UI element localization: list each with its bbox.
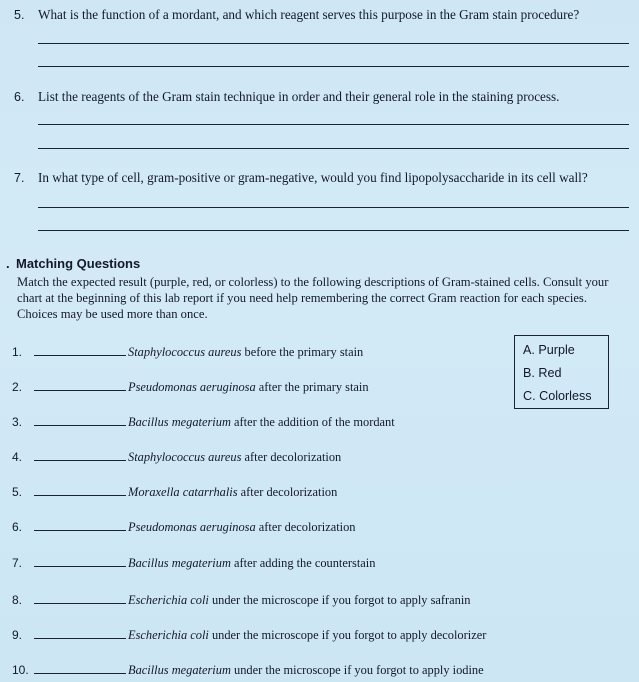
answer-line-5b[interactable] [38,66,629,67]
item-text: after the primary stain [255,380,369,394]
choice-c: C. Colorless [523,389,592,403]
section-title-text: Matching Questions [16,256,141,271]
answer-line-6a[interactable] [38,124,629,125]
choices-box [514,335,609,409]
choice-a: A. Purple [523,343,575,357]
item-number: 1. [12,345,23,359]
item-number: 3. [12,415,23,429]
item-text: after the addition of the mordant [230,415,395,429]
answer-blank[interactable] [34,591,126,604]
item-text: after decolorization [241,450,342,464]
section-bullet: . [6,256,10,271]
question-text: List the reagents of the Gram stain technique in order and their general role in the staining process. [38,89,560,104]
choice-b: B. Red [523,366,562,380]
answer-line-7b[interactable] [38,230,629,231]
answer-blank[interactable] [34,518,126,531]
question-number: 7. [14,171,25,185]
item-number: 9. [12,628,23,642]
item-text: before the primary stain [241,345,364,359]
species-name: Moraxella catarrhalis [128,485,238,499]
matching-item-2 [12,378,369,395]
matching-item-6 [12,518,355,535]
answer-blank[interactable] [34,378,126,391]
species-name: Bacillus megaterium [128,415,231,429]
item-text: under the microscope if you forgot to apply safranin [208,593,471,607]
item-number: 8. [12,593,23,607]
section-title [6,256,140,271]
question-text: What is the function of a mordant, and which reagent serves this purpose in the Gram stain procedure? [38,7,580,22]
matching-item-10 [12,661,484,678]
item-text: after decolorization [237,485,338,499]
species-name: Bacillus megaterium [128,663,231,677]
answer-blank[interactable] [34,448,126,461]
question-text: In what type of cell, gram-positive or gram-negative, would you find lipopolysaccharide in its cell wall? [38,170,588,185]
item-text: after decolorization [255,520,356,534]
answer-line-5a[interactable] [38,43,629,44]
species-name: Staphylococcus aureus [128,345,242,359]
question-6 [14,89,559,105]
question-number: 5. [14,8,25,22]
matching-item-1 [12,343,363,360]
item-number: 4. [12,450,23,464]
answer-blank[interactable] [34,554,126,567]
matching-item-8 [12,591,471,608]
item-text: under the microscope if you forgot to apply decolorizer [208,628,487,642]
answer-blank[interactable] [34,413,126,426]
matching-item-7 [12,554,375,571]
question-number: 6. [14,90,25,104]
answer-blank[interactable] [34,343,126,356]
species-name: Escherichia coli [128,593,209,607]
answer-blank[interactable] [34,661,126,674]
question-7 [14,170,588,186]
matching-item-9 [12,626,486,643]
question-5 [14,7,579,23]
species-name: Pseudomonas aeruginosa [128,380,256,394]
answer-blank[interactable] [34,626,126,639]
matching-instructions: Match the expected result (purple, red, or colorless) to the following descriptions of Gram-stained cells. Consult your chart at the beginning of this lab report if you need help remembering the correct Gram reaction for each species. Choices may be used more than once. [17,275,609,321]
item-number: 10. [12,663,29,677]
matching-item-5 [12,483,337,500]
item-number: 7. [12,556,23,570]
answer-line-6b[interactable] [38,148,629,149]
item-number: 5. [12,485,23,499]
item-text: after adding the counterstain [230,556,376,570]
matching-item-3 [12,413,395,430]
species-name: Escherichia coli [128,628,209,642]
answer-line-7a[interactable] [38,207,629,208]
answer-blank[interactable] [34,483,126,496]
species-name: Bacillus megaterium [128,556,231,570]
item-text: under the microscope if you forgot to apply iodine [230,663,484,677]
species-name: Pseudomonas aeruginosa [128,520,256,534]
item-number: 6. [12,520,23,534]
species-name: Staphylococcus aureus [128,450,242,464]
item-number: 2. [12,380,23,394]
matching-item-4 [12,448,341,465]
